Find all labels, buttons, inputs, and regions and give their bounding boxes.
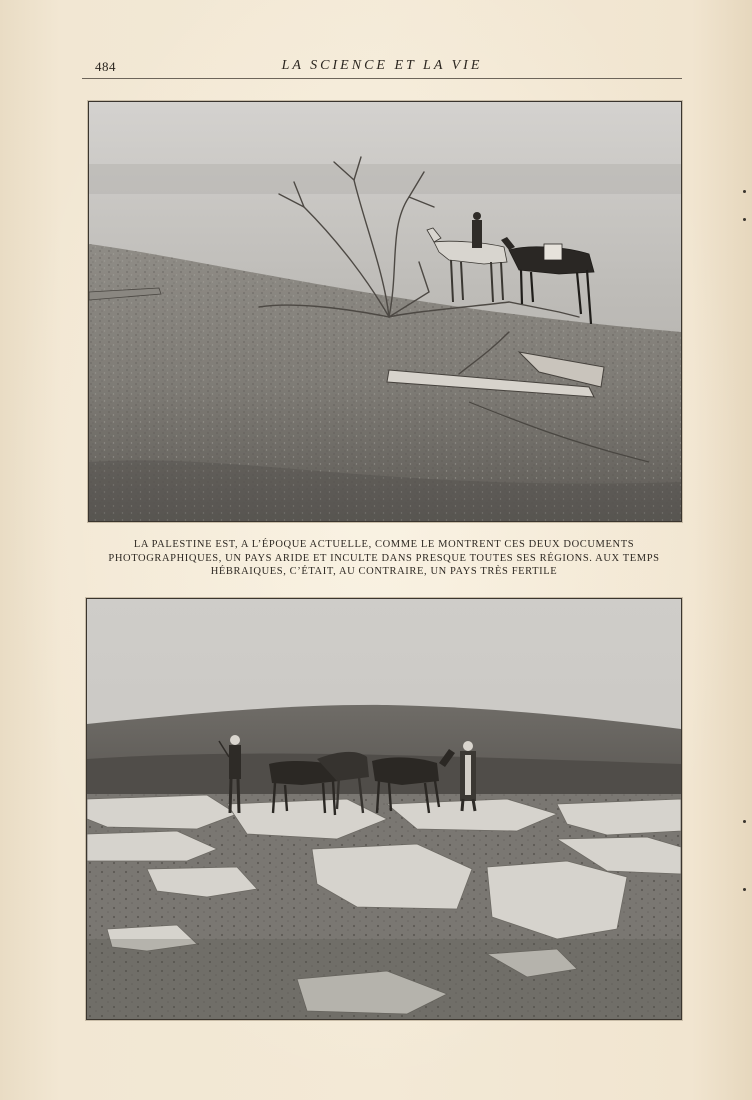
- page-number: 484: [95, 59, 116, 74]
- running-title: LA SCIENCE ET LA VIE: [281, 58, 483, 73]
- margin-mark: [743, 218, 746, 221]
- photo-rocky-plateau-mules: [86, 598, 682, 1020]
- page-header: [82, 56, 682, 78]
- photo-caption: LA PALESTINE EST, A L’ÉPOQUE ACTUELLE, COMME LE MONTRENT CES DEUX DOCUMENTS PHOTOGRAPHIQUES, UN PAYS ARIDE ET INCULTE DANS PRESQUE TOUTES SES RÉGIONS. AUX TEMPS HÉBRAIQUES, C’ÉTAIT, AU CONTRAIRE, UN PAYS TRÈS FERTILE: [108, 539, 660, 577]
- photo-top-image: [89, 102, 681, 521]
- header-rule: [82, 78, 682, 79]
- margin-mark: [743, 190, 746, 193]
- photo-barren-hillside-riders: [88, 101, 682, 522]
- margin-mark: [743, 820, 746, 823]
- margin-mark: [743, 888, 746, 891]
- photo-bottom-image: [87, 599, 681, 1019]
